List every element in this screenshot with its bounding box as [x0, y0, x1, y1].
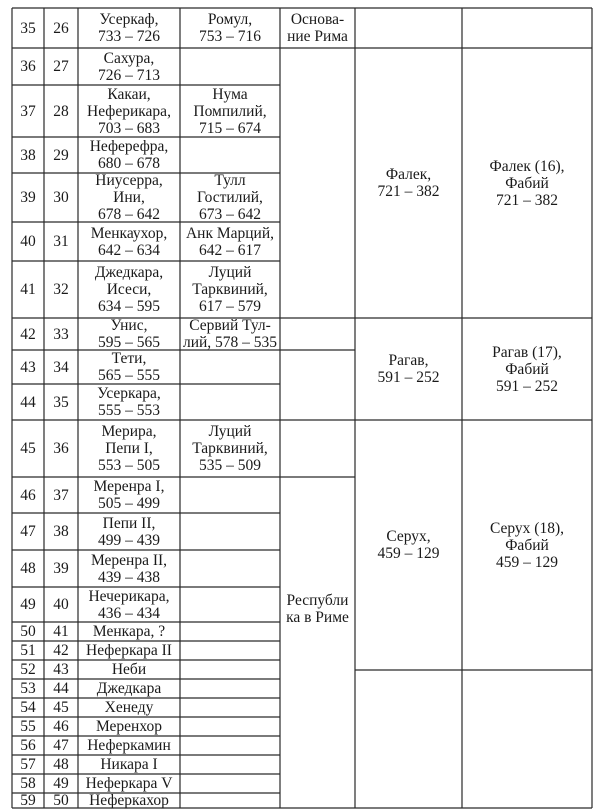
row-number: 39	[20, 189, 36, 206]
egypt-ruler	[78, 85, 180, 137]
egypt-ruler-line: Хенеду	[104, 699, 154, 716]
row-number: 38	[20, 146, 36, 164]
egypt-ruler-line: Неферкара V	[85, 775, 173, 792]
rome-ruler-line: Гостилий,	[197, 189, 263, 206]
rome-ruler-line: лий, 578 – 535	[182, 334, 278, 351]
patriarch-fabius-line: 591 – 252	[496, 377, 558, 395]
egypt-ruler-line: Неферефра,	[89, 138, 169, 155]
patriarch-fabius	[462, 48, 592, 318]
rome-ruler	[180, 85, 280, 137]
dynasty-number: 33	[53, 325, 69, 343]
patriarch-name	[355, 48, 462, 318]
egypt-ruler	[78, 477, 180, 513]
patriarch-fabius	[462, 318, 592, 420]
dynasty-number: 47	[53, 737, 69, 754]
egypt-ruler-line: Джедкара,	[94, 264, 164, 281]
patriarch-fabius-line: 459 – 129	[496, 553, 558, 571]
egypt-ruler	[78, 173, 180, 222]
egypt-ruler-line: Усеркаф,	[99, 11, 159, 28]
egypt-ruler-line: 553 – 505	[98, 457, 160, 474]
egypt-ruler	[78, 755, 180, 774]
egypt-ruler-line: 703 – 683	[98, 119, 160, 137]
egypt-ruler-line: Меренра I,	[93, 478, 165, 495]
egypt-ruler-line: Неферикара,	[87, 102, 171, 120]
egypt-ruler-line: 555 – 553	[98, 402, 160, 419]
rome-ruler-line: Анк Марций,	[185, 224, 275, 242]
rome-ruler-line: Луций	[208, 264, 252, 281]
row-number: 53	[20, 680, 36, 697]
row-number: 55	[20, 718, 36, 735]
egypt-ruler	[78, 420, 180, 477]
rome-ruler-line: Сервий Тул-	[189, 317, 271, 334]
rome-ruler	[180, 173, 280, 222]
egypt-ruler-line: Унис,	[110, 317, 148, 334]
row-number: 43	[20, 358, 36, 376]
patriarch-name-line: Серух,	[386, 528, 431, 545]
egypt-ruler-line: 439 – 438	[98, 568, 160, 586]
egypt-ruler-line: Усеркара,	[97, 385, 161, 402]
egypt-ruler-line: Менкара, ?	[92, 623, 166, 640]
row-number: 40	[20, 233, 36, 250]
egypt-ruler-line: 499 – 439	[98, 531, 160, 549]
egypt-ruler	[78, 8, 180, 48]
egypt-ruler-line: Исеси,	[106, 281, 152, 298]
dynasty-number: 36	[53, 440, 69, 457]
dynasty-number: 44	[53, 680, 69, 697]
egypt-ruler	[78, 717, 180, 736]
dynasty-number: 45	[53, 699, 69, 716]
dynasty-number: 30	[53, 189, 69, 206]
egypt-ruler	[78, 318, 180, 350]
founding-of-rome	[280, 8, 355, 48]
egypt-ruler-line: Ниусерра,	[95, 172, 163, 189]
dynasty-number: 34	[53, 358, 69, 376]
row-number: 58	[20, 775, 36, 792]
patriarch-fabius-line: Фабий	[505, 174, 549, 192]
rome-ruler-line: Нума	[212, 85, 248, 103]
egypt-ruler-line: Пепи I,	[105, 440, 153, 457]
founding-of-rome-line: Основа-	[290, 11, 345, 28]
rome-ruler-line: 753 – 716	[199, 28, 261, 45]
row-number: 51	[20, 642, 36, 659]
rome-ruler-line: Помпилий,	[193, 102, 267, 120]
egypt-ruler	[78, 48, 180, 85]
roman-republic-line: Республи	[286, 591, 349, 609]
egypt-ruler-line: Мерира,	[101, 423, 157, 440]
dynasty-number: 26	[53, 19, 69, 37]
patriarch-fabius	[462, 420, 592, 670]
egypt-ruler-line: 680 – 678	[98, 155, 160, 172]
egypt-ruler	[78, 513, 180, 550]
patriarch-fabius-line: 721 – 382	[496, 191, 558, 209]
egypt-ruler-line: 505 – 499	[98, 495, 160, 512]
rome-ruler-line: Тарквиний,	[192, 440, 268, 457]
patriarch-name	[355, 420, 462, 670]
dynasty-number: 42	[53, 642, 69, 659]
row-number: 36	[20, 58, 36, 75]
rome-ruler	[180, 420, 280, 477]
egypt-ruler	[78, 641, 180, 660]
dynasty-number: 46	[53, 718, 69, 735]
rome-ruler-line: 642 – 617	[199, 241, 261, 259]
egypt-ruler	[78, 736, 180, 755]
patriarch-name-line: Фалек,	[385, 166, 432, 183]
patriarch-fabius-line: Фабий	[505, 536, 549, 554]
egypt-ruler	[78, 660, 180, 679]
egypt-ruler-line: 634 – 595	[98, 298, 160, 315]
dynasty-number: 48	[53, 756, 69, 773]
rome-ruler	[180, 8, 280, 48]
egypt-ruler-line: Никара I	[100, 756, 158, 773]
dynasty-number: 27	[53, 58, 69, 75]
row-number: 44	[20, 393, 36, 411]
egypt-ruler	[78, 793, 180, 808]
row-number: 35	[20, 19, 36, 37]
dynasty-number: 29	[53, 146, 69, 164]
rome-ruler-line: 715 – 674	[199, 119, 261, 137]
egypt-ruler-line: 678 – 642	[98, 206, 160, 223]
dynasty-number: 41	[53, 623, 69, 640]
row-number: 59	[20, 792, 36, 809]
row-number: 37	[20, 102, 36, 120]
egypt-ruler-line: Ини,	[113, 189, 145, 206]
egypt-ruler	[78, 698, 180, 717]
row-number: 56	[20, 737, 36, 754]
dynasty-number: 50	[53, 792, 69, 809]
egypt-ruler-line: 642 – 634	[98, 241, 160, 259]
egypt-ruler	[78, 622, 180, 641]
row-number: 46	[20, 486, 36, 504]
rome-ruler-line: 673 – 642	[199, 206, 261, 223]
egypt-ruler-line: Пепи II,	[102, 514, 156, 532]
egypt-ruler	[78, 137, 180, 173]
patriarch-fabius-line: Серух (18),	[489, 519, 565, 537]
egypt-ruler	[78, 550, 180, 587]
egypt-ruler-line: 595 – 565	[98, 334, 160, 351]
egypt-ruler-line: 726 – 713	[98, 66, 160, 84]
patriarch-name	[355, 318, 462, 420]
row-number: 57	[20, 756, 36, 773]
patriarch-name-line: 459 – 129	[377, 545, 440, 562]
founding-of-rome-line: ние Рима	[287, 28, 348, 45]
row-number: 47	[20, 523, 36, 540]
dynasty-number: 31	[53, 233, 69, 250]
egypt-ruler-line: 565 – 555	[98, 367, 160, 384]
egypt-ruler	[78, 587, 180, 622]
dynasty-number: 32	[53, 281, 69, 298]
egypt-ruler	[78, 261, 180, 318]
rome-ruler-line: Тулл	[214, 172, 246, 189]
egypt-ruler-line: Неферкара II	[86, 642, 172, 659]
egypt-ruler	[78, 350, 180, 384]
rome-ruler	[180, 261, 280, 318]
egypt-ruler-line: Менкаухор,	[90, 224, 168, 242]
patriarch-name-line: Рагав,	[388, 352, 429, 369]
egypt-ruler	[78, 679, 180, 698]
row-number: 54	[20, 699, 36, 716]
row-number: 50	[20, 623, 36, 640]
egypt-ruler	[78, 222, 180, 261]
egypt-ruler-line: Неферкамин	[87, 737, 171, 754]
patriarch-fabius-line: Фабий	[505, 360, 549, 378]
egypt-ruler-line: Неби	[111, 661, 147, 678]
dynasty-number: 49	[53, 775, 69, 792]
rome-ruler-line: Луций	[208, 423, 252, 440]
rome-ruler-line: 535 – 509	[199, 457, 261, 474]
dynasty-number: 40	[53, 596, 69, 613]
dynasty-number: 39	[53, 560, 69, 577]
egypt-ruler	[78, 774, 180, 793]
row-number: 52	[20, 661, 36, 678]
egypt-ruler-line: Меренхор	[95, 718, 163, 735]
egypt-ruler-line: Тети,	[111, 350, 147, 367]
egypt-ruler	[78, 384, 180, 420]
row-number: 45	[20, 440, 36, 457]
rome-ruler	[180, 318, 280, 350]
dynasty-number: 28	[53, 102, 69, 120]
egypt-ruler-line: Нечерикара,	[88, 587, 170, 605]
rome-ruler-line: Ромул,	[207, 11, 253, 28]
patriarch-name-line: 721 – 382	[377, 183, 440, 200]
row-number: 49	[20, 596, 36, 613]
egypt-ruler-line: Неферкахор	[89, 792, 169, 809]
egypt-ruler-line: Меренра II,	[90, 551, 168, 569]
rome-ruler-line: 617 – 579	[199, 298, 261, 315]
egypt-ruler-line: 436 – 434	[98, 604, 160, 622]
dynasty-number: 43	[53, 661, 69, 678]
rome-ruler	[180, 222, 280, 261]
roman-republic	[280, 477, 355, 740]
patriarch-fabius-line: Рагав (17),	[492, 343, 562, 361]
row-number: 42	[20, 325, 36, 343]
patriarch-fabius-line: Фалек (16),	[489, 157, 565, 175]
egypt-ruler-line: Джедкара	[96, 680, 162, 697]
roman-republic-line: ка в Риме	[286, 608, 349, 626]
dynasty-number: 35	[53, 393, 69, 411]
egypt-ruler-line: 733 – 726	[98, 28, 160, 45]
row-number: 41	[20, 281, 36, 298]
dynasty-number: 38	[53, 523, 69, 540]
row-number: 48	[20, 560, 36, 577]
egypt-ruler-line: Сахура,	[103, 49, 155, 67]
patriarch-name-line: 591 – 252	[377, 369, 440, 386]
egypt-ruler-line: Какаи,	[107, 85, 151, 103]
dynasty-number: 37	[53, 486, 69, 504]
rome-ruler-line: Тарквиний,	[192, 281, 268, 298]
